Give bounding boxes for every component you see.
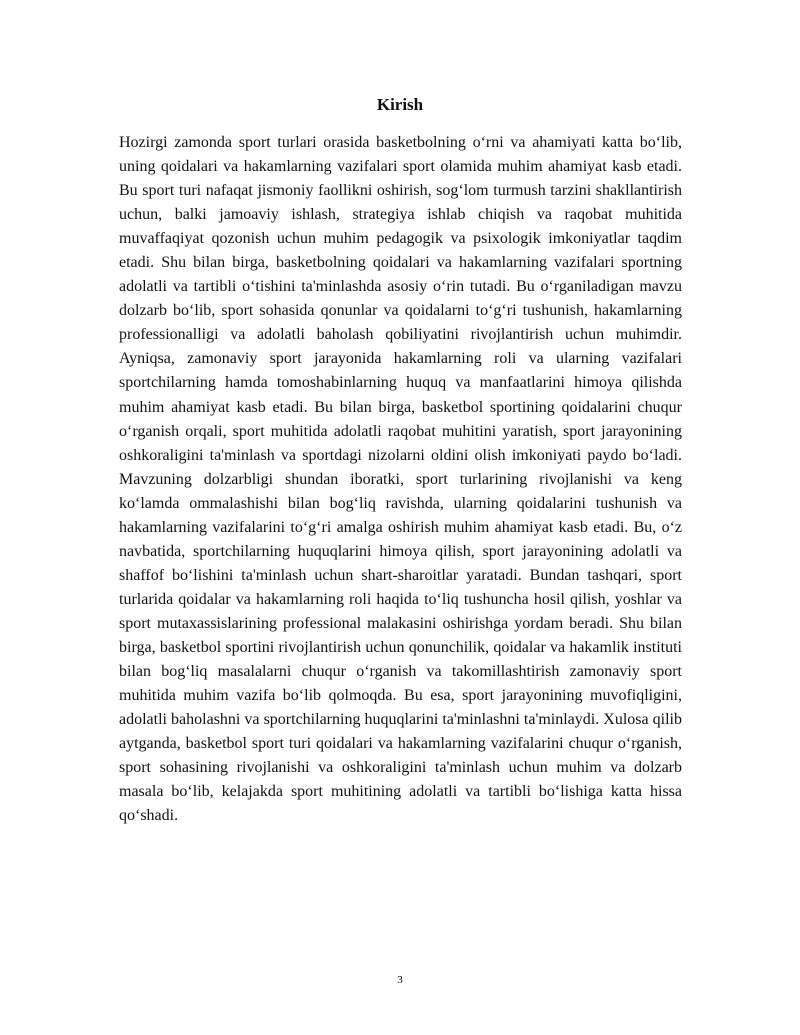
- section-title: Kirish: [376, 95, 424, 114]
- page-number: 3: [397, 974, 403, 986]
- body-paragraph: Hozirgi zamonda sport turlari orasida basketbolning oʻrni va ahamiyati katta boʻlib, uning qoidalari va hakamlarning vazifalari sport olamida muhim ahamiyat kasb etadi. Bu sport turi nafaqat jismoniy faollikni oshirish, sogʻlom turmush tarzini shakllantirish uchun, balki jamoaviy ishlash, strategiya ishlab chiqish va raqobat muhitida muvaffaqiyat qozonish uchun muhim pedagogik va psixologik imkoniyatlar taqdim etadi. Shu bilan birga, basketbolning qoidalari va hakamlarning vazifalari sportning adolatli va tartibli oʻtishini ta'minlashda asosiy oʻrin tutadi. Bu oʻrganiladigan mavzu dolzarb boʻlib, sport sohasida qonunlar va qoidalarni toʻgʻri tushunish, hakamlarning professionalligi va adolatli baholash qobiliyatini rivojlantirish uchun muhimdir. Ayniqsa, zamonaviy sport jarayonida hakamlarning roli va ularning vazifalari sportchilarning hamda tomoshabinlarning huquq va manfaatlarini himoya qilishda muhim ahamiyat kasb etadi. Bu bilan birga, basketbol sportining qoidalarini chuqur oʻrganish orqali, sport muhitida adolatli raqobat muhitini yaratish, sport jarayonining oshkoraligini ta'minlash va sportdagi nizolarni oldini olish imkoniyati paydo boʻladi. Mavzuning dolzarbligi shundan iboratki, sport turlarining rivojlanishi va keng koʻlamda ommalashishi bilan bogʻliq ravishda, ularning qoidalarini tushunish va hakamlarning vazifalarini toʻgʻri amalga oshirish muhim ahamiyat kasb etadi. Bu, oʻz navbatida, sportchilarning huquqlarini himoya qilish, sport jarayonining adolatli va shaffof boʻlishini ta'minlash uchun shart-sharoitlar yaratadi. Bundan tashqari, sport turlarida qoidalar va hakamlarning roli haqida toʻliq tushuncha hosil qilish, yoshlar va sport mutaxassislarining professional malakasini oshirishga yordam beradi. Shu bilan birga, basketbol sportini rivojlantirish uchun qonunchilik, qoidalar va hakamlik instituti bilan bogʻliq masalalarni chuqur oʻrganish va takomillashtirish zamonaviy sport muhitida muhim vazifa boʻlib qolmoqda. Bu esa, sport jarayonining muvofiqligini, adolatli baholashni va sportchilarning huquqlarini ta'minlashni ta'minlaydi. Xulosa qilib aytganda, basketbol sport turi qoidalari va hakamlarning vazifalarini chuqur oʻrganish, sport sohasining rivojlanishi va oshkoraligini ta'minlash uchun muhim va dolzarb masala boʻlib, kelajakda sport muhitining adolatli va tartibli boʻlishiga katta hissa qoʻshadi.: [119, 134, 682, 825]
